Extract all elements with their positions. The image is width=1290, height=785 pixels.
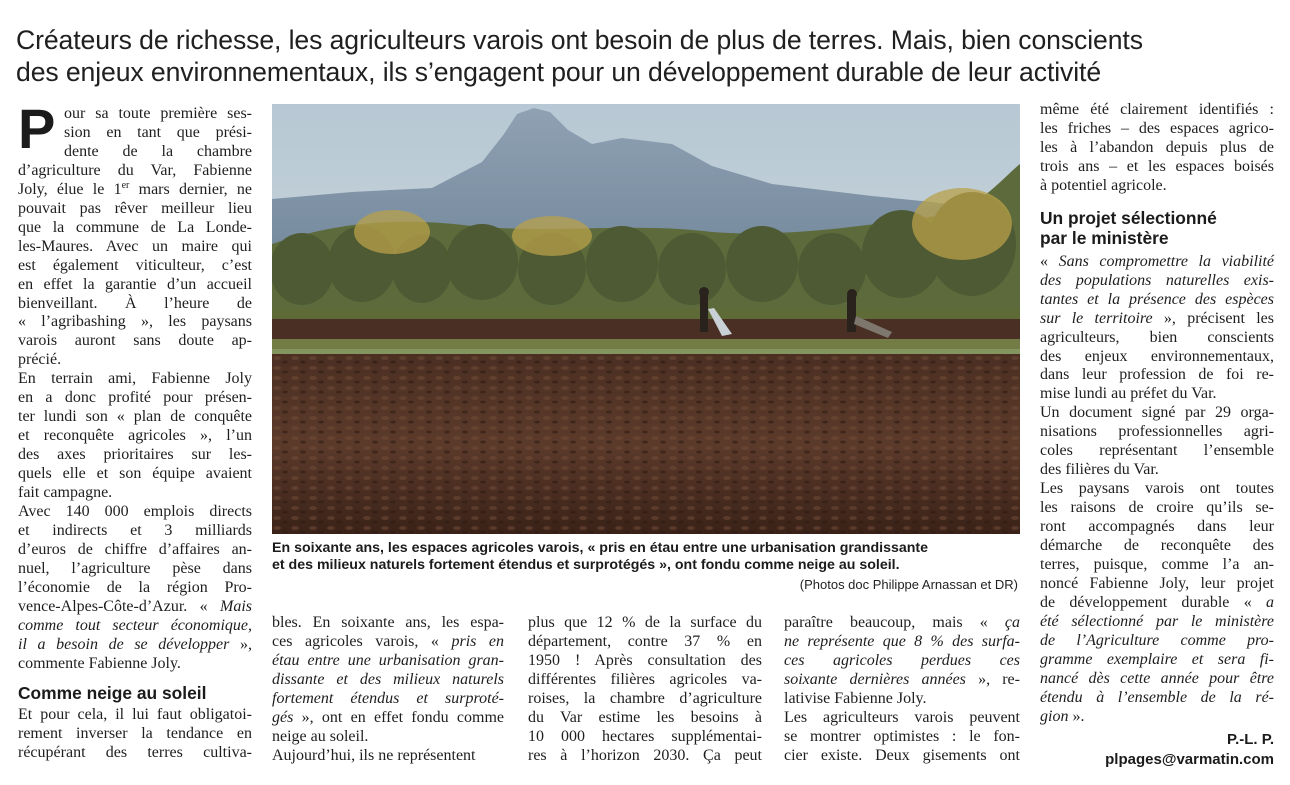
text-line: bles. En soixante ans, les espa- xyxy=(272,614,504,631)
text-line: nisations professionnelles agri- xyxy=(1040,423,1274,441)
paragraph xyxy=(1040,253,1274,405)
column-4 xyxy=(784,614,1020,766)
text-line: ter lundi son « plan de conquête xyxy=(18,408,252,426)
text-line: ne représente que 8 % des surfa- xyxy=(784,632,1020,650)
text-line: de l’Agriculture comme pro- xyxy=(1040,631,1274,649)
text-line: département, contre 37 % en xyxy=(528,632,762,650)
paragraph xyxy=(18,706,252,763)
text-line: les raisons de croire qu’ils se- xyxy=(1040,499,1274,517)
text-line: récupérant des terres cultiva- xyxy=(18,744,252,761)
text-line: ces agricoles perdues ces xyxy=(784,651,1020,669)
text-line: paraître beaucoup, mais « ça xyxy=(784,614,1020,631)
text-line: nuel, l’agriculture pèse dans xyxy=(18,559,252,577)
text-line: dente de la chambre xyxy=(64,142,252,160)
drop-cap: P xyxy=(18,97,56,160)
text-line: et reconquête agricoles », l’un xyxy=(18,427,252,445)
text-line: sion en tant que prési- xyxy=(64,123,252,141)
field-photo xyxy=(272,104,1020,534)
text-line: agriculteurs, bien conscients xyxy=(1040,328,1274,346)
text-line: les à l’abandon depuis plus de xyxy=(1040,138,1274,156)
photo-landscape-image xyxy=(272,104,1020,534)
headline-line-1: Créateurs de richesse, les agriculteurs varois ont besoin de plus de terres. Mais, bien conscients xyxy=(16,24,1143,55)
text-line: Les paysans varois ont toutes xyxy=(1040,480,1274,498)
paragraph xyxy=(1040,404,1274,480)
text-line: en a donc profité pour présen- xyxy=(18,389,252,407)
text-line: même été clairement identifiés : xyxy=(1040,101,1274,118)
column-5 xyxy=(1040,101,1274,727)
paragraph xyxy=(1040,101,1274,196)
text-line: coles représentant l’ensemble xyxy=(1040,442,1274,460)
paragraph-intro xyxy=(18,97,253,370)
text-line: Les agriculteurs varois peuvent xyxy=(784,708,1020,726)
author-initials: P.-L. P. xyxy=(1227,731,1274,748)
text-line: été sélectionné par le ministère xyxy=(1040,612,1274,630)
caption-line-1: En soixante ans, les espaces agricoles varois, « pris en étau entre une urbanisation grandissante xyxy=(272,540,929,556)
text-line: « l’agribashing », les paysans xyxy=(18,313,252,331)
subheading-comme-neige: Comme neige au soleil xyxy=(18,682,207,703)
text-line: d’euros de chiffre d’affaires an- xyxy=(18,540,252,558)
text-line: gion ». xyxy=(1040,707,1085,725)
text-line: 1950 ! Après consultation des xyxy=(528,651,762,669)
text-line: vence-Alpes-Côte-d’Azur. « Mais xyxy=(18,597,252,615)
text-line: quels elle et son équipe avaient xyxy=(18,465,252,483)
text-line: pouvait pas rêver meilleur lieu xyxy=(18,199,252,217)
text-line: commente Fabienne Joly. xyxy=(18,654,181,672)
text-line: our sa toute première ses- xyxy=(64,105,252,122)
text-line: à potentiel agricole. xyxy=(1040,176,1167,194)
text-line: plus que 12 % de la surface du xyxy=(528,614,762,631)
column-1 xyxy=(18,97,253,763)
text-line: des axes prioritaires sur les- xyxy=(18,446,252,464)
text-line: de développement durable « a xyxy=(1040,593,1274,611)
text-line: des enjeux environnementaux, xyxy=(1040,347,1274,365)
text-line: rement inverser la tendance en xyxy=(18,725,252,743)
text-line: neige au soleil. xyxy=(272,727,369,745)
text-line: comme tout secteur économique, xyxy=(18,616,252,634)
text-line: est également viticulteur, c’est xyxy=(18,256,252,274)
headline-line-2: des enjeux environnementaux, ils s’engagent pour un développement durable de leur activité xyxy=(16,56,1102,87)
text-line: 10 000 hectares supplémentai- xyxy=(528,727,762,745)
text-line: étendu à l’ensemble de la ré- xyxy=(1040,688,1274,706)
text-line: dissante et des milieux naturels xyxy=(272,670,504,688)
column-3 xyxy=(528,614,762,766)
text-line: Joly, élue le 1er mars dernier, ne xyxy=(18,179,253,198)
text-line: lativise Fabienne Joly. xyxy=(784,689,927,707)
text-line: et indirects et 3 milliards xyxy=(18,521,252,539)
photo-caption xyxy=(272,540,1020,575)
text-line: Un document signé par 29 orga- xyxy=(1040,404,1274,422)
text-line: du Var estime les besoins à xyxy=(528,708,762,726)
text-line: soixante dernières années », re- xyxy=(784,670,1020,688)
text-line: sur le territoire », précisent les xyxy=(1040,309,1274,327)
text-line: noncé Fabienne Joly, leur projet xyxy=(1040,574,1274,592)
photo-credit: (Photos doc Philippe Arnassan et DR) xyxy=(799,577,1018,592)
text-line: trois ans – et les espaces boisés xyxy=(1040,157,1274,175)
text-line: en effet la garantie d’un accueil xyxy=(18,275,252,293)
text-line: les friches – des espaces agrico- xyxy=(1040,119,1274,137)
text-line: d’agriculture du Var, Fabienne xyxy=(18,161,252,179)
author-email[interactable]: plpages@varmatin.com xyxy=(1105,751,1274,768)
text-line: des filières du Var. xyxy=(1040,461,1159,479)
caption-line-2: et des milieux naturels fortement étendus et surprotégés », ont fondu comme neige au soleil. xyxy=(272,557,900,574)
text-line: varois auront sans doute ap- xyxy=(18,332,252,350)
text-line: que la commune de La Londe- xyxy=(18,218,252,236)
paragraph xyxy=(1040,480,1274,726)
text-line: Aujourd’hui, ils ne représentent xyxy=(272,746,476,764)
column-2 xyxy=(272,614,504,766)
text-line: terres, puisque, comme l’a an- xyxy=(1040,556,1274,574)
text-line: des populations naturelles exis- xyxy=(1040,271,1274,289)
text-line: ces agricoles varois, « pris en xyxy=(272,632,505,650)
subheading-projet-selectionne: Un projet sélectionné par le ministère xyxy=(1040,207,1217,249)
text-line: mise lundi au préfet du Var. xyxy=(1040,385,1217,403)
text-line: précié. xyxy=(18,351,62,369)
text-line: gramme exemplaire et sera fi- xyxy=(1040,650,1274,668)
text-line: bienveillant. À l’heure de xyxy=(18,294,252,312)
text-line: fait campagne. xyxy=(18,484,113,502)
text-line: il a besoin de se développer », xyxy=(18,635,253,653)
text-line: les-Maures. Avec un maire qui xyxy=(18,237,252,255)
text-line: gés », ont en effet fondu comme xyxy=(272,708,504,726)
text-line: Et pour cela, il lui faut obligatoi- xyxy=(18,706,252,724)
text-line: tantes et la présence des espèces xyxy=(1040,290,1274,308)
text-line: En terrain ami, Fabienne Joly xyxy=(18,370,252,388)
text-line: res à l’horizon 2030. Ça peut xyxy=(528,746,762,764)
text-line: cier existe. Deux gisements ont xyxy=(784,746,1020,764)
headline xyxy=(16,24,1278,88)
text-line: Avec 140 000 emplois directs xyxy=(18,503,252,521)
text-line: roises, la chambre d’agriculture xyxy=(528,689,762,707)
text-line: l’économie de la région Pro- xyxy=(18,578,252,596)
text-line: différentes filières agricoles va- xyxy=(528,670,762,688)
text-line: dans leur profession de foi re- xyxy=(1040,366,1274,384)
text-line: fortement étendus et surproté- xyxy=(272,689,504,707)
text-line: étau entre une urbanisation gran- xyxy=(272,651,504,669)
text-line: ront accompagnés dans leur xyxy=(1040,518,1274,536)
paragraph xyxy=(18,370,252,503)
paragraph xyxy=(18,503,252,674)
text-line: démarche de reconquête des xyxy=(1040,537,1274,555)
text-line: « Sans compromettre la viabilité xyxy=(1040,252,1275,270)
text-line: se montrer optimistes : le fon- xyxy=(784,727,1020,745)
text-line: nancé dès cette année pour être xyxy=(1040,669,1274,687)
